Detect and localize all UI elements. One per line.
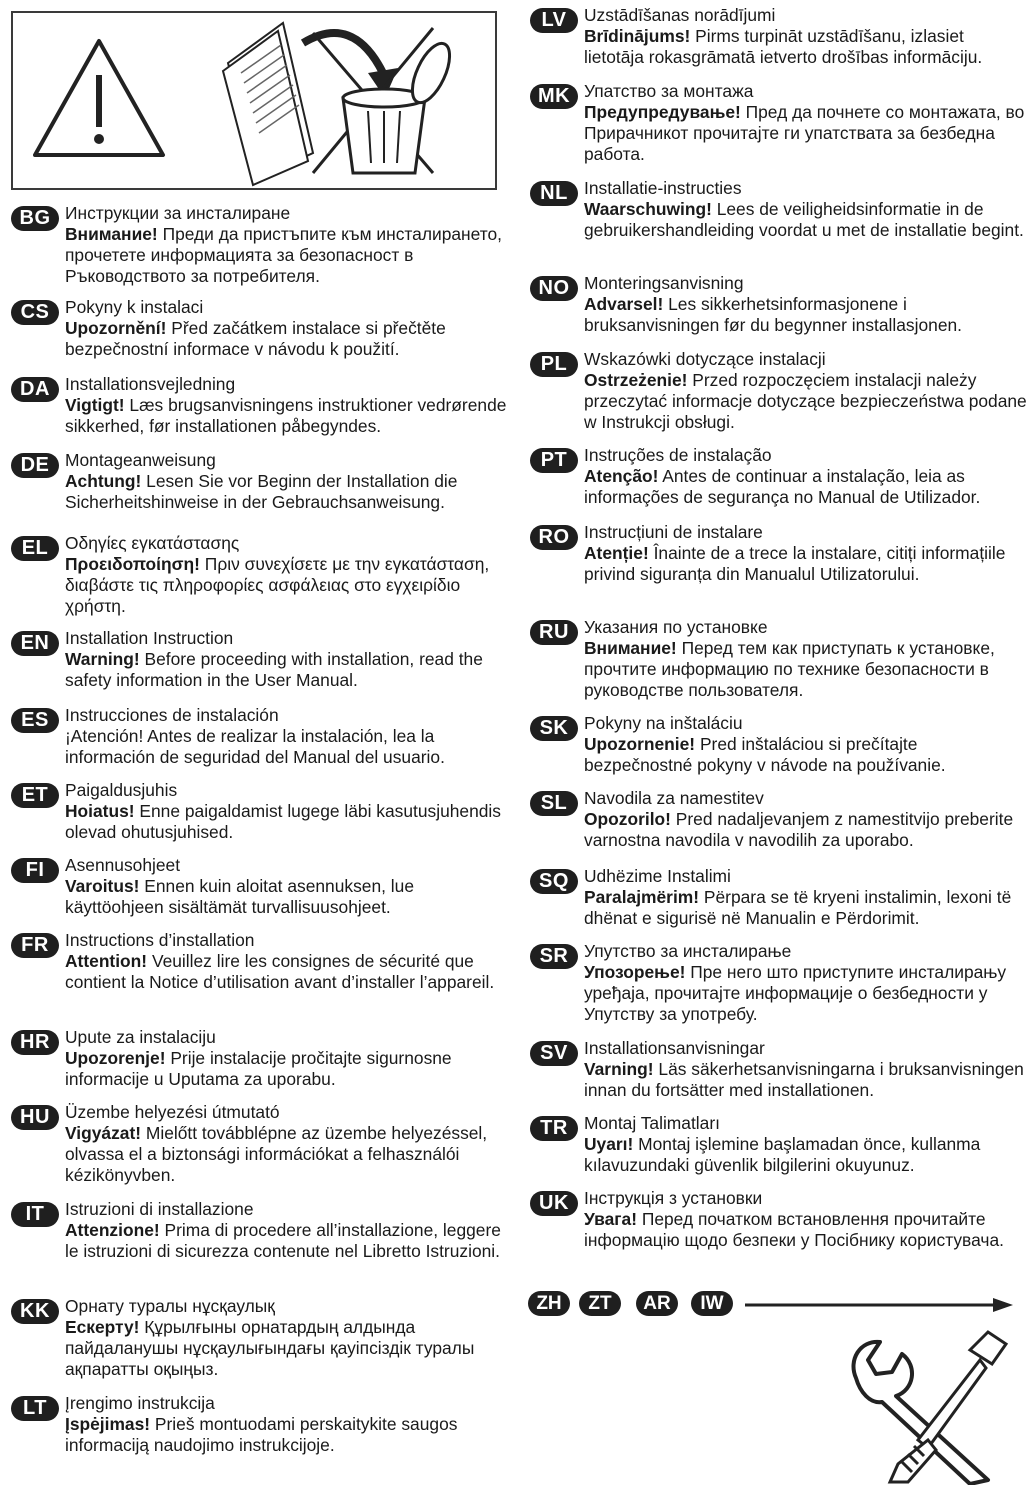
lang-badge: PT <box>530 448 578 473</box>
entry-warning: Atenție! <box>584 543 649 563</box>
lang-badge: BG <box>11 206 59 231</box>
entry-title: Installatie-instructies <box>584 178 742 198</box>
lang-badge: EN <box>11 631 59 656</box>
entry-title: Інструкція з установки <box>584 1188 763 1208</box>
lang-badge: SR <box>530 944 578 969</box>
lang-badge: RO <box>530 525 578 550</box>
entry-body: Перед початком встановлення прочитайте інформацію щодо безпеки у Посібнику користувача. <box>584 1209 1004 1250</box>
lang-badge: SV <box>530 1041 578 1066</box>
entry-warning: Brīdinājums! <box>584 26 691 46</box>
entry-warning: Paralajmërim! <box>584 887 700 907</box>
wrench-screwdriver-icon <box>838 1330 1028 1485</box>
entry-title: Installation Instruction <box>65 628 234 648</box>
entry-body: Пред да почнете со монтажата, во Прирачникот прочитајте ги упатствата за безбедна работа. <box>584 102 1025 164</box>
entry-warning: Attenzione! <box>65 1220 160 1240</box>
lang-badge: CS <box>11 300 59 325</box>
entry-body: Läs säkerhetsanvisningarna i bruksanvisningen innan du fortsätter med installationen. <box>584 1059 1024 1100</box>
entry-body: Ennen kuin aloitat asennuksen, lue käyttöohjeen sisältämät turvallisuusohjeet. <box>65 876 415 917</box>
entry-warning: Upozornění! <box>65 318 167 338</box>
entry-warning: Предупредување! <box>584 102 741 122</box>
entry-title: Navodila za namestitev <box>584 788 764 808</box>
entry-warning: Увага! <box>584 1209 637 1229</box>
lang-badge: FR <box>11 933 59 958</box>
entry-warning: Upozornenie! <box>584 734 696 754</box>
lang-badge: IT <box>11 1202 59 1227</box>
lang-badge: UK <box>530 1191 578 1216</box>
entry-body: Prima di procedere all’installazione, leggere le istruzioni di sicurezza contenute nel Libretto Istruzioni. <box>65 1220 501 1261</box>
entry-title: Pokyny k instalaci <box>65 297 204 317</box>
entry-body: Pred nadaljevanjem z namestitvijo preberite varnostna navodila v navodilih za uporabo. <box>584 809 1014 850</box>
entry-title: Упутство за инсталирање <box>584 941 792 961</box>
lang-badge: ES <box>11 708 59 733</box>
entry-body: Përpara se të kryeni instalimin, lexoni të dhënat e sigurisë në Manualin e Përdorimit. <box>584 887 1012 928</box>
entry-body: Prije instalacije pročitajte sigurnosne informacije u Uputama za uporabu. <box>65 1048 452 1089</box>
entry-title: Орнату туралы нұсқаулық <box>65 1296 275 1316</box>
entry-title: Installationsanvisningar <box>584 1038 765 1058</box>
warning-illustration-box <box>11 11 497 190</box>
entry-warning: Упозорење! <box>584 962 686 982</box>
entry-title: Instrucțiuni de instalare <box>584 522 763 542</box>
entry-title: Упатство за монтажа <box>584 81 754 101</box>
entry-warning: Vigtigt! <box>65 395 125 415</box>
entry-warning: Varning! <box>584 1059 654 1079</box>
lang-badge: SQ <box>530 869 578 894</box>
entry-warning: Внимание! <box>584 638 677 658</box>
entry-body: Læs brugsanvisningens instruktioner vedrørende sikkerhed, før installationen påbegyndes. <box>65 395 507 436</box>
entry-title: Istruzioni di installazione <box>65 1199 254 1219</box>
entry-warning: Waarschuwing! <box>584 199 712 219</box>
lang-badge-ar: AR <box>636 1291 678 1316</box>
entry-warning: Внимание! <box>65 224 158 244</box>
entry-body: Montaj işlemine başlamadan önce, kullanma kılavuzundaki güvenlik bilgilerini okuyunuz. <box>584 1134 981 1175</box>
manual-to-trash-icon <box>223 23 457 185</box>
entry-title: Installationsvejledning <box>65 374 236 394</box>
lang-badge: DE <box>11 453 59 478</box>
entry-warning: Attention! <box>65 951 148 971</box>
entry-title: Monteringsanvisning <box>584 273 744 293</box>
entry-body: Enne paigaldamist lugege läbi kasutusjuhendis olevad ohutusjuhised. <box>65 801 501 842</box>
entry-body: Před začátkem instalace si přečtěte bezpečnostní informace v návodu k použití. <box>65 318 446 359</box>
entry-warning: Achtung! <box>65 471 142 491</box>
entry-warning: Ostrzeżenie! <box>584 370 688 390</box>
lang-badge-zt: ZT <box>579 1291 621 1316</box>
entry-body: Lesen Sie vor Beginn der Installation die Sicherheitshinweise in der Gebrauchsanweisung. <box>65 471 458 512</box>
lang-badge: HR <box>11 1030 59 1055</box>
entry-body: Antes de continuar a instalação, leia as informações de segurança no Manual de Utilizador. <box>584 466 981 507</box>
entry-body: Перед тем как приступать к установке, прочтите информацию по технике безопасности в руководстве пользователя. <box>584 638 995 700</box>
lang-badge: HU <box>11 1105 59 1130</box>
lang-badge: KK <box>11 1299 59 1324</box>
warning-illustration <box>13 13 495 188</box>
entry-title: Instructions d’installation <box>65 930 255 950</box>
entry-title: Montageanweisung <box>65 450 216 470</box>
entry-title: Указания по установке <box>584 617 768 637</box>
entry-title: Uzstādīšanas norādījumi <box>584 5 776 25</box>
warning-triangle-icon <box>35 41 163 155</box>
entry-body: Pred inštaláciou si prečítajte bezpečnostné pokyny v návode na používanie. <box>584 734 946 775</box>
entry-body: Lees de veiligheidsinformatie in de gebruikershandleiding voordat u met de installatie begint. <box>584 199 1024 240</box>
entry-title: Montaj Talimatları <box>584 1113 720 1133</box>
entry-warning: Varoitus! <box>65 876 140 896</box>
lang-badge: EL <box>11 536 59 561</box>
lang-badge: ET <box>11 783 59 808</box>
lang-badge: SK <box>530 716 578 741</box>
lang-badge: LV <box>530 8 578 33</box>
entry-warning: Vigyázat! <box>65 1123 142 1143</box>
entry-title: Инструкции за инсталиране <box>65 203 291 223</box>
entry-body: Înainte de a trece la instalare, citiți informațiile privind siguranța din Manualul Utilizatorului. <box>584 543 1006 584</box>
entry-body: Mielőtt továbblépne az üzembe helyezéssel, olvassa el a biztonsági információkat a felhasználói kézikönyvben. <box>65 1123 488 1185</box>
entry-title: Paigaldusjuhis <box>65 780 178 800</box>
entry-body: Veuillez lire les consignes de sécurité que contient la Notice d’utilisation avant d’installer l’appareil. <box>65 951 495 992</box>
entry-warning: Warning! <box>65 649 140 669</box>
lang-badge: FI <box>11 858 59 883</box>
entry-body: Pirms turpināt uzstādīšanu, izlasiet lietotāja rokasgrāmatā ietverto drošības informāciju. <box>584 26 983 67</box>
entry-warning: Opozorilo! <box>584 809 671 829</box>
entry-title: Üzembe helyezési útmutató <box>65 1102 280 1122</box>
entry-warning: Hoiatus! <box>65 801 135 821</box>
entry-title: Upute za instalaciju <box>65 1027 216 1047</box>
entry-title: Instrucciones de instalación <box>65 705 279 725</box>
lang-badge: MK <box>530 84 578 109</box>
lang-badge: DA <box>11 377 59 402</box>
entry-warning: Advarsel! <box>584 294 664 314</box>
lang-badge: TR <box>530 1116 578 1141</box>
lang-badge: RU <box>530 620 578 645</box>
entry-warning: Upozorenje! <box>65 1048 166 1068</box>
lang-badge: SL <box>530 791 578 816</box>
entry-body: Les sikkerhetsinformasjonene i bruksanvisningen før du begynner installasjonen. <box>584 294 962 335</box>
lang-badge: LT <box>11 1396 59 1421</box>
entry-body: Преди да пристъпите към инсталирането, прочетете информацията за безопасност в Ръководството за потребителя. <box>65 224 503 286</box>
entry-warning: Uyarı! <box>584 1134 634 1154</box>
entry-warning: Ескерту! <box>65 1317 140 1337</box>
entry-body: Prieš montuodami perskaitykite saugos informaciją naudojimo instrukcijoje. <box>65 1414 458 1455</box>
entry-title: Asennusohjeet <box>65 855 181 875</box>
entry-body: Құрылғыны орнатардың алдында пайдаланушы нұсқаулығындағы қауіпсіздік туралы ақпаратты оқыңыз. <box>65 1317 475 1379</box>
lang-badge-zh: ZH <box>528 1291 570 1316</box>
entry-warning: Įspėjimas! <box>65 1414 151 1434</box>
lang-badge-iw: IW <box>691 1291 733 1316</box>
lang-badge: NL <box>530 181 578 206</box>
entry-title: Pokyny na inštaláciu <box>584 713 743 733</box>
entry-warning: Atenção! <box>584 466 659 486</box>
lang-badge: PL <box>530 352 578 377</box>
entry-title: Udhëzime Instalimi <box>584 866 731 886</box>
entry-title: Instruções de instalação <box>584 445 772 465</box>
entry-warning: Προειδοποίηση! <box>65 554 200 574</box>
entry-title: Οδηγίες εγκατάστασης <box>65 533 240 553</box>
entry-body: ¡Atención! Antes de realizar la instalación, lea la información de seguridad del Manual del usuario. <box>65 726 445 767</box>
entry-body: Пре него што приступите инсталирању уређаја, прочитајте информације о безбедности у Упутству за употребу. <box>584 962 1007 1024</box>
arrow-right-icon <box>745 1296 1015 1314</box>
entry-title: Įrengimo instrukcija <box>65 1393 215 1413</box>
entry-body: Before proceeding with installation, read the safety information in the User Manual. <box>65 649 483 690</box>
entry-body: Przed rozpoczęciem instalacji należy przeczytać informacje dotyczące bezpieczeństwa podane w Instrukcji obsługi. <box>584 370 1027 432</box>
entry-body: Πριν συνεχίσετε με την εγκατάσταση, διαβάστε τις πληροφορίες ασφάλειας στο εγχειρίδιο χρήστη. <box>65 554 490 616</box>
entry-title: Wskazówki dotyczące instalacji <box>584 349 826 369</box>
lang-badge: NO <box>530 276 578 301</box>
